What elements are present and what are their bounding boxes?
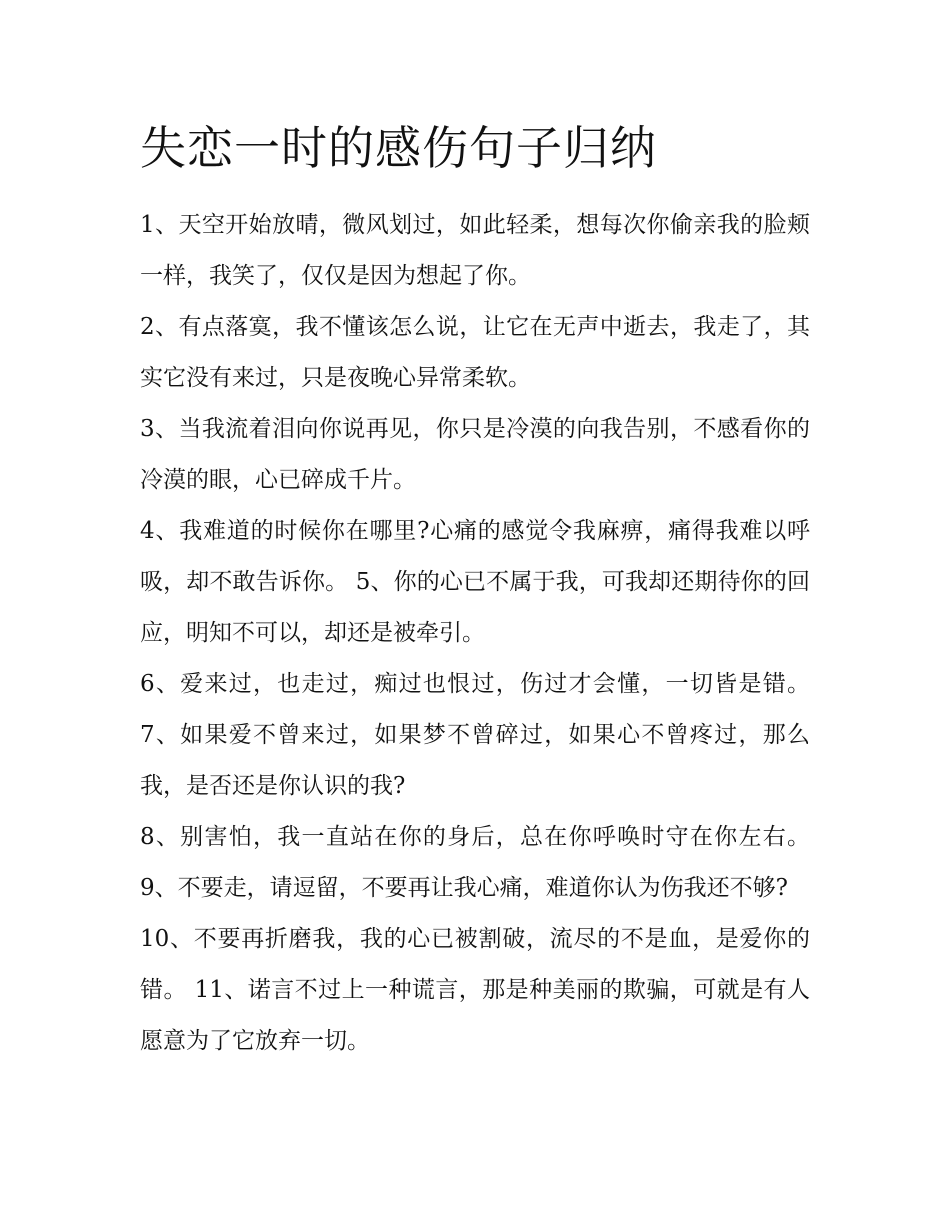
document-body (140, 200, 810, 1067)
paragraph-3: 3、当我流着泪向你说再见，你只是冷漠的向我告别，不感看你的冷漠的眼，心已碎成千片。 (140, 416, 810, 493)
paragraph-1: 1、天空开始放晴，微风划过，如此轻柔，想每次你偷亲我的脸颊一样，我笑了，仅仅是因为想起了你。 (140, 212, 810, 289)
paragraph-6: 8、别害怕，我一直站在你的身后，总在你呼唤时守在你左右。 9、不要走，请逗留，不要再让我心痛，难道你认为伤我还不够? (140, 824, 810, 901)
paragraph-2: 2、有点落寞，我不懂该怎么说，让它在无声中逝去，我走了，其实它没有来过，只是夜晚心异常柔软。 (140, 314, 810, 391)
page-title: 失恋一时的感伤句子归纳 (140, 121, 657, 175)
paragraph-5: 6、爱来过，也走过，痴过也恨过，伤过才会懂，一切皆是错。 7、如果爱不曾来过，如果梦不曾碎过，如果心不曾疼过，那么我，是否还是你认识的我? (140, 671, 810, 799)
paragraph-7: 10、不要再折磨我，我的心已被割破，流尽的不是血，是爱你的错。 11、诺言不过上一种谎言，那是种美丽的欺骗，可就是有人愿意为了它放弃一切。 (140, 926, 810, 1054)
paragraph-4: 4、我难道的时候你在哪里?心痛的感觉令我麻痹，痛得我难以呼吸，却不敢告诉你。 5、你的心已不属于我，可我却还期待你的回应，明知不可以，却还是被牵引。 (140, 518, 810, 646)
